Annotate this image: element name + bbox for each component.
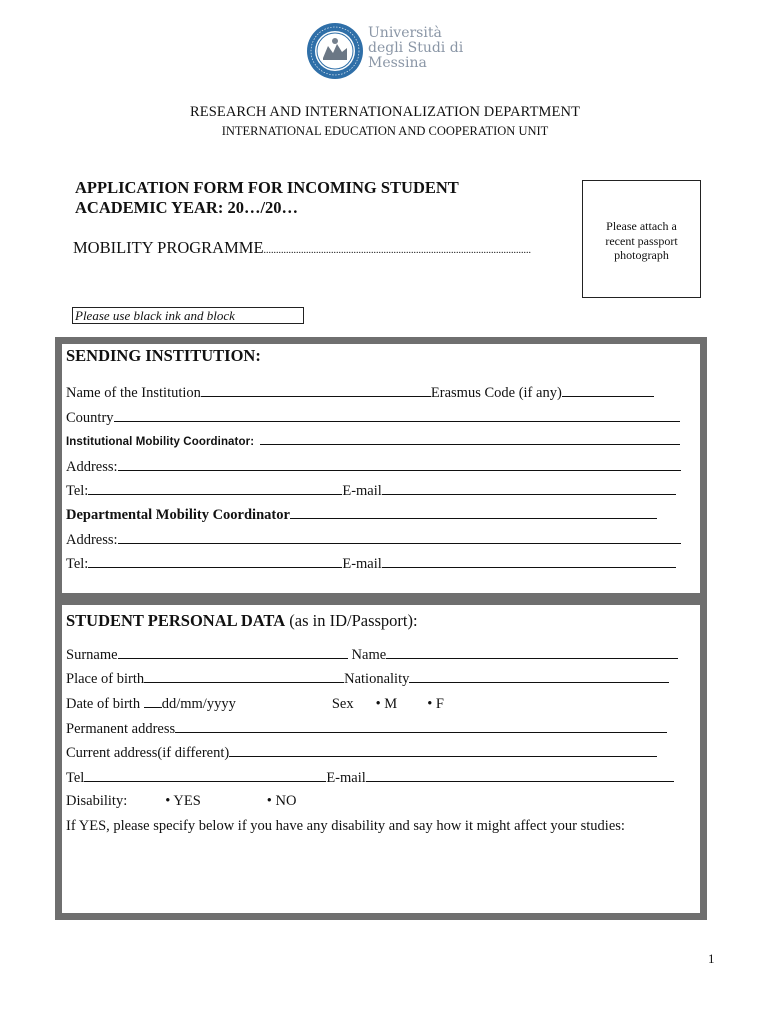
permanent-address-row[interactable] [66, 720, 667, 738]
tel2-email2-row[interactable] [66, 555, 676, 573]
sex-m-option[interactable]: • M [375, 696, 398, 712]
surname-input[interactable] [118, 646, 348, 659]
birthplace-input[interactable] [144, 670, 344, 683]
photo-instruction-line1: Please attach a [606, 219, 677, 233]
photo-instruction-line3: photograph [614, 248, 669, 262]
form-title: APPLICATION FORM FOR INCOMING STUDENT [75, 178, 459, 197]
erasmus-code-label: Erasmus Code (if any) [430, 385, 562, 401]
institution-name-label: Name of the Institution [66, 385, 201, 401]
personal-email-label: E-mail [326, 770, 366, 786]
disability-row[interactable] [66, 793, 296, 810]
dob-input[interactable] [144, 695, 162, 708]
university-name-line2: degli Studi di [368, 40, 464, 56]
disability-no-option[interactable]: • NO [266, 793, 297, 809]
surname-label: Surname [66, 647, 118, 663]
department-title: RESEARCH AND INTERNATIONALIZATION DEPARTMENT [189, 104, 581, 120]
address2-row[interactable] [66, 531, 681, 549]
personal-email-input[interactable] [366, 769, 674, 782]
sending-institution-section [55, 337, 707, 600]
sex-label: Sex [331, 696, 354, 712]
address-input[interactable] [118, 458, 681, 471]
birthplace-nationality-row[interactable] [66, 670, 669, 688]
email2-input[interactable] [382, 555, 676, 568]
current-address-row[interactable] [66, 744, 657, 762]
country-input[interactable] [114, 409, 680, 422]
departmental-coordinator-row[interactable] [66, 506, 657, 524]
tel-email-row[interactable] [66, 482, 676, 500]
disability-yes-option[interactable]: • YES [165, 793, 201, 809]
ink-instruction-box [72, 307, 304, 324]
institution-name-row[interactable] [66, 384, 654, 402]
photo-instruction-line2: recent passport [605, 233, 678, 248]
tel-email-personal-row[interactable] [66, 769, 674, 787]
photo-instructions [583, 219, 700, 263]
photo-box[interactable] [582, 180, 701, 298]
university-name [368, 26, 463, 71]
mobility-programme-field[interactable] [73, 238, 531, 258]
country-row[interactable] [66, 409, 680, 427]
current-address-label: Current address(if different) [66, 745, 230, 761]
personal-tel-input[interactable] [84, 769, 326, 782]
university-seal-icon [306, 22, 364, 80]
birthplace-label: Place of birth [66, 671, 145, 687]
disability-label: Disability: [66, 793, 128, 809]
address2-input[interactable] [118, 531, 681, 544]
erasmus-code-input[interactable] [562, 384, 654, 397]
disability-note: If YES, please specify below if you have any disability and say how it might affect your studies: [66, 818, 625, 834]
departmental-coordinator-input[interactable] [290, 506, 657, 519]
address-label: Address: [66, 459, 118, 475]
email-input[interactable] [382, 482, 676, 495]
tel-input[interactable] [88, 482, 342, 495]
university-name-line3: Messina [368, 55, 427, 71]
name-input[interactable] [386, 646, 678, 659]
university-logo [306, 22, 476, 80]
dob-format: dd/mm/yyyy [161, 696, 236, 712]
personal-data-heading-title: STUDENT PERSONAL DATA [66, 611, 286, 630]
name-label: Name [351, 647, 387, 663]
dob-sex-row[interactable] [66, 695, 444, 713]
academic-year-field[interactable]: ACADEMIC YEAR: 20…/20… [75, 198, 299, 217]
current-address-input[interactable] [229, 744, 657, 757]
university-name-line1: Università [368, 25, 442, 41]
email2-label: E-mail [342, 556, 382, 572]
tel-label: Tel: [66, 483, 89, 499]
ink-instruction-text: Please use black ink and block [75, 308, 235, 323]
permanent-address-label: Permanent address [66, 721, 176, 737]
disability-details-area[interactable] [66, 841, 692, 911]
personal-data-heading [66, 611, 418, 631]
address2-label: Address: [66, 532, 118, 548]
institutional-coordinator-row[interactable] [66, 435, 680, 448]
email-label: E-mail [342, 483, 382, 499]
departmental-coordinator-label: Departmental Mobility Coordinator [66, 507, 290, 523]
mobility-programme-dots: ........................................................................................................... [263, 245, 532, 256]
mobility-programme-label: MOBILITY PROGRAMME [73, 238, 264, 257]
country-label: Country [66, 410, 114, 426]
tel2-label: Tel: [66, 556, 89, 572]
page-number: 1 [708, 951, 715, 966]
surname-name-row[interactable] [66, 646, 678, 664]
sex-f-option[interactable]: • F [427, 696, 444, 712]
institutional-coordinator-label: Institutional Mobility Coordinator: [66, 436, 255, 448]
tel2-input[interactable] [88, 555, 342, 568]
institution-name-input[interactable] [201, 384, 431, 397]
sending-institution-heading: SENDING INSTITUTION: [66, 346, 261, 365]
dob-label: Date of birth [66, 696, 144, 712]
institutional-coordinator-input[interactable] [260, 435, 680, 445]
permanent-address-input[interactable] [175, 720, 667, 733]
nationality-label: Nationality [344, 671, 410, 687]
personal-tel-label: Tel [66, 770, 85, 786]
address-row[interactable] [66, 458, 681, 476]
personal-data-heading-note: (as in ID/Passport): [285, 611, 418, 630]
unit-title: INTERNATIONAL EDUCATION AND COOPERATION UNIT [221, 124, 549, 138]
nationality-input[interactable] [409, 670, 669, 683]
student-personal-data-section [55, 598, 707, 920]
